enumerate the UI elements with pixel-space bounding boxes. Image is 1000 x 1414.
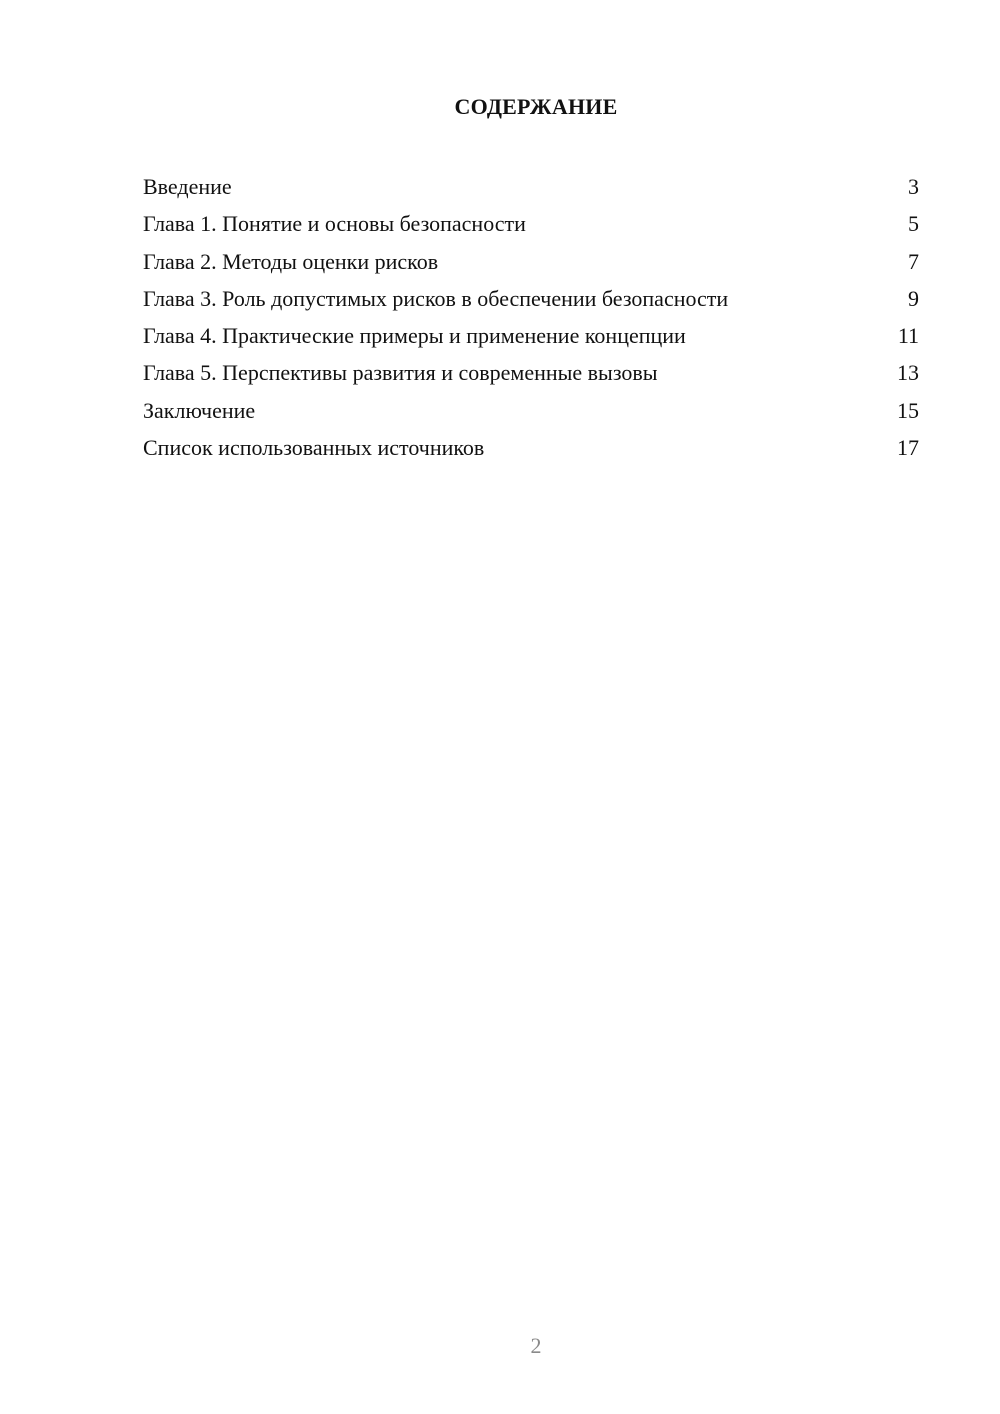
toc-entry-chapter-5[interactable] [143,354,919,391]
toc-entry-label: Глава 4. Практические примеры и применение концепции [143,323,686,349]
toc-entry-introduction[interactable] [143,168,919,205]
toc-entry-label: Глава 2. Методы оценки рисков [143,248,439,274]
toc-entry-page: 13 [897,360,919,386]
toc-entry-label: Список использованных источников [143,435,485,461]
page-title: СОДЕРЖАНИЕ [454,94,618,119]
toc-entry-label: Глава 1. Понятие и основы безопасности [143,211,526,237]
toc-entry-chapter-1[interactable] [143,205,919,242]
page-number: 2 [530,1333,542,1358]
toc-entry-chapter-3[interactable] [143,280,919,317]
toc-entry-page: 5 [908,211,919,237]
toc-entry-label: Глава 5. Перспективы развития и современные вызовы [143,360,658,386]
toc-entry-page: 3 [908,174,919,199]
table-of-contents [143,168,919,466]
toc-entry-page: 7 [908,248,919,274]
toc-entry-page: 17 [897,435,919,461]
toc-entry-label: Введение [143,174,232,199]
toc-entry-page: 15 [897,397,919,423]
toc-entry-chapter-4[interactable] [143,317,919,354]
toc-entry-label: Заключение [143,397,256,423]
toc-entry-references[interactable] [143,429,919,466]
toc-entry-chapter-2[interactable] [143,243,919,280]
toc-entry-page: 9 [908,285,919,311]
toc-entry-label: Глава 3. Роль допустимых рисков в обеспечении безопасности [143,285,729,311]
toc-entry-conclusion[interactable] [143,392,919,429]
toc-entry-page: 11 [897,323,919,349]
